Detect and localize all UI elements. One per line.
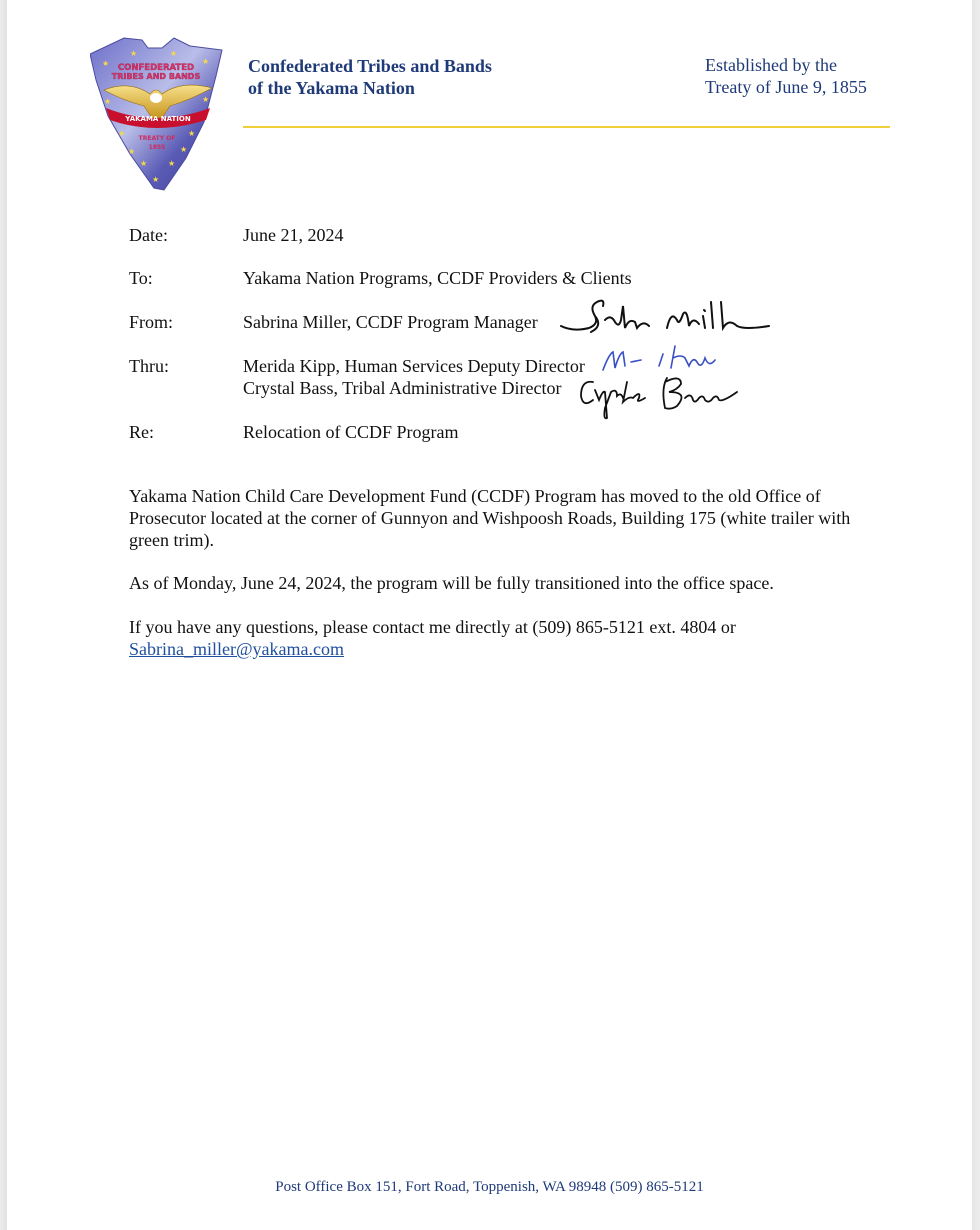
organization-name bbox=[248, 55, 492, 99]
thru-label: Thru: bbox=[129, 356, 169, 376]
arrowhead-seal-icon bbox=[90, 36, 224, 192]
date-value: June 21, 2024 bbox=[243, 225, 344, 245]
svg-text:★: ★ bbox=[168, 159, 176, 168]
svg-text:★: ★ bbox=[202, 95, 210, 104]
from-label: From: bbox=[129, 312, 174, 332]
document-page bbox=[7, 0, 972, 1230]
re-value: Relocation of CCDF Program bbox=[243, 422, 459, 442]
established-line1: Established by the bbox=[705, 55, 837, 75]
svg-text:★: ★ bbox=[180, 145, 188, 154]
svg-text:★: ★ bbox=[130, 49, 138, 58]
org-name-line1: Confederated Tribes and Bands bbox=[248, 56, 492, 76]
date-label: Date: bbox=[129, 225, 168, 245]
footer-address: Post Office Box 151, Fort Road, Toppenish, WA 98948 (509) 865-5121 bbox=[275, 1179, 704, 1195]
established-note bbox=[705, 54, 867, 98]
svg-text:★: ★ bbox=[140, 159, 148, 168]
svg-text:★: ★ bbox=[152, 175, 160, 184]
contact-text: If you have any questions, please contact me directly at (509) 865-5121 ext. 4804 or bbox=[129, 617, 736, 637]
svg-text:★: ★ bbox=[128, 147, 136, 156]
body-paragraph-relocation: Yakama Nation Child Care Development Fund (CCDF) Program has moved to the old Office of Prosecutor located at the corner of Gunnyon and Wishpoosh Roads, Building 175 (white trailer with green trim). bbox=[129, 486, 851, 550]
svg-text:CONFEDERATED: CONFEDERATED bbox=[117, 63, 195, 73]
established-line2: Treaty of June 9, 1855 bbox=[705, 77, 867, 97]
page-edge-right bbox=[972, 0, 980, 1230]
signature-sabrina-miller bbox=[559, 296, 781, 338]
to-value: Yakama Nation Programs, CCDF Providers & Clients bbox=[243, 268, 632, 288]
email-link[interactable]: Sabrina_miller@yakama.com bbox=[129, 639, 345, 659]
org-name-line2: of the Yakama Nation bbox=[248, 78, 415, 98]
svg-text:★: ★ bbox=[188, 129, 196, 138]
svg-text:★: ★ bbox=[104, 97, 112, 106]
thru-value-2: Crystal Bass, Tribal Administrative Director bbox=[243, 378, 562, 398]
svg-text:★: ★ bbox=[170, 49, 178, 58]
svg-text:★: ★ bbox=[118, 129, 126, 138]
thru-value-1: Merida Kipp, Human Services Deputy Director bbox=[243, 356, 585, 376]
svg-text:1855: 1855 bbox=[148, 144, 166, 151]
svg-text:★: ★ bbox=[202, 57, 210, 66]
svg-text:YAKAMA NATION: YAKAMA NATION bbox=[125, 115, 191, 123]
signature-merida-kipp bbox=[601, 344, 721, 374]
svg-text:TREATY OF: TREATY OF bbox=[138, 135, 176, 142]
svg-text:TRIBES AND BANDS: TRIBES AND BANDS bbox=[111, 72, 201, 81]
svg-text:★: ★ bbox=[102, 59, 110, 68]
signature-crystal-bass bbox=[577, 368, 747, 424]
re-label: Re: bbox=[129, 422, 154, 442]
body-paragraph-contact bbox=[129, 616, 869, 660]
body-paragraph-transition-date: As of Monday, June 24, 2024, the program will be fully transitioned into the office space. bbox=[129, 573, 774, 593]
to-label: To: bbox=[129, 268, 153, 288]
page-edge-left bbox=[0, 0, 7, 1230]
from-value: Sabrina Miller, CCDF Program Manager bbox=[243, 312, 538, 332]
header-divider bbox=[243, 126, 890, 128]
